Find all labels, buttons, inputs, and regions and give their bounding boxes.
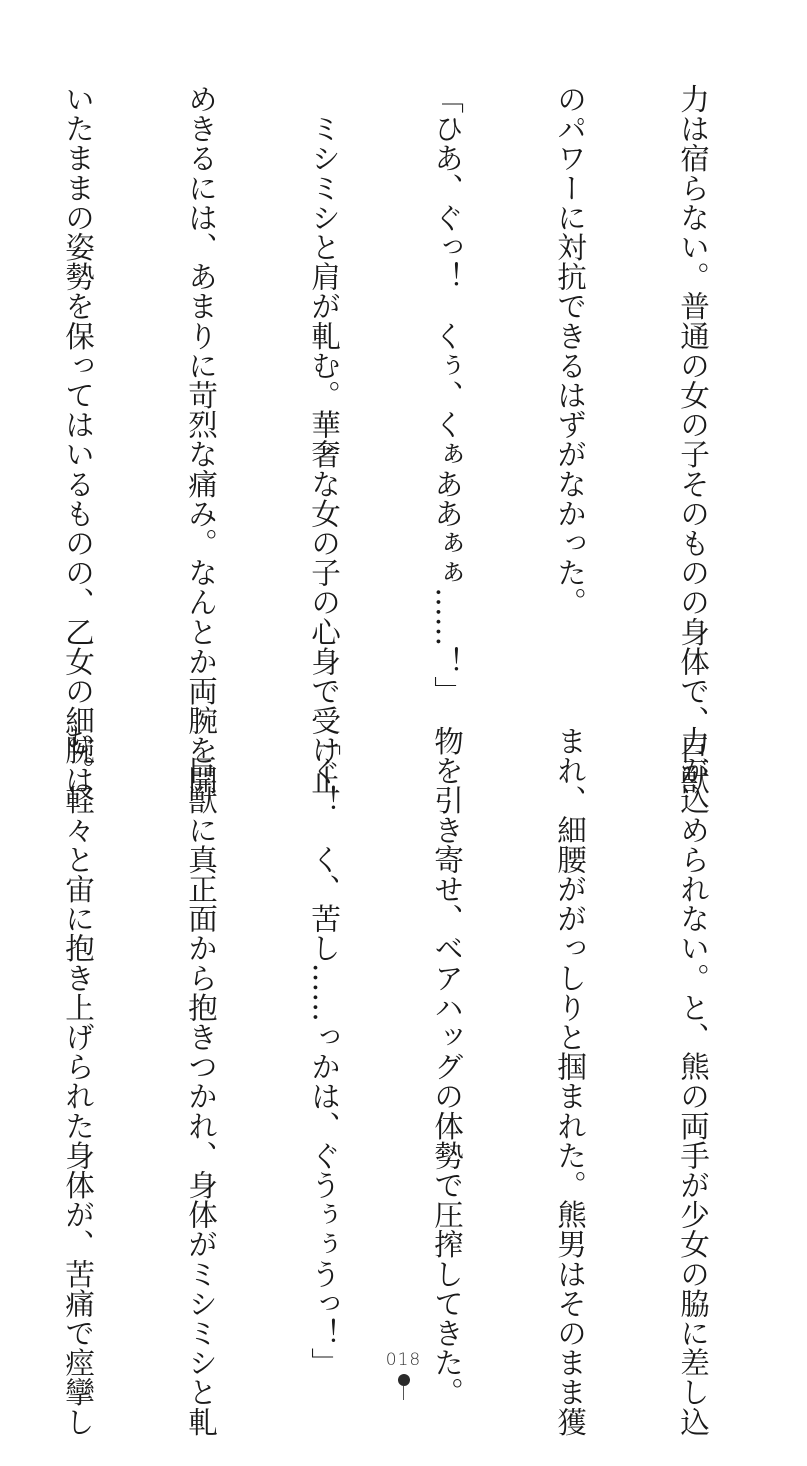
text-line: 力が込められない。と、熊の両手が少女の脇に差し込 <box>676 726 710 1437</box>
text-line: 「ひあ、ぐっ！ くぅ、くぁああぁぁ……！」 <box>430 84 464 706</box>
text-line: まれ、細腰ががっしりと掴まれた。熊男はそのまま獲 <box>553 726 587 1437</box>
text-line: のパワーに対抗できるはずがなかった。 <box>553 84 587 617</box>
text-line: む。軽々と宙に抱き上げられた身体が、苦痛で痙攣し <box>61 726 95 1437</box>
text-block-top <box>35 84 795 795</box>
page-footer <box>0 1350 807 1400</box>
ornament-stem-line <box>403 1386 404 1400</box>
text-line: いたままの姿勢を保ってはいるものの、乙女の細腕は <box>61 84 95 795</box>
circle-ornament-icon <box>398 1374 410 1386</box>
page-number: 018 <box>385 1350 422 1370</box>
text-line: 巨獣に真正面から抱きつかれ、身体がミシミシと軋 <box>184 726 218 1437</box>
text-line: 物を引き寄せ、ベアハッグの体勢で圧搾してきた。 <box>430 726 464 1407</box>
text-line: めきるには、あまりに苛烈な痛み。なんとか両腕を開 <box>184 84 218 795</box>
text-line: ミシミシと肩が軋む。華奢な女の子の心身で受け止 <box>307 84 341 795</box>
text-line: 力は宿らない。普通の女の子そのものの身体で、巨獣 <box>676 84 710 795</box>
text-line: 「ぐ！ く、苦し……っかは、ぐうぅぅうっ！」 <box>307 726 341 1378</box>
